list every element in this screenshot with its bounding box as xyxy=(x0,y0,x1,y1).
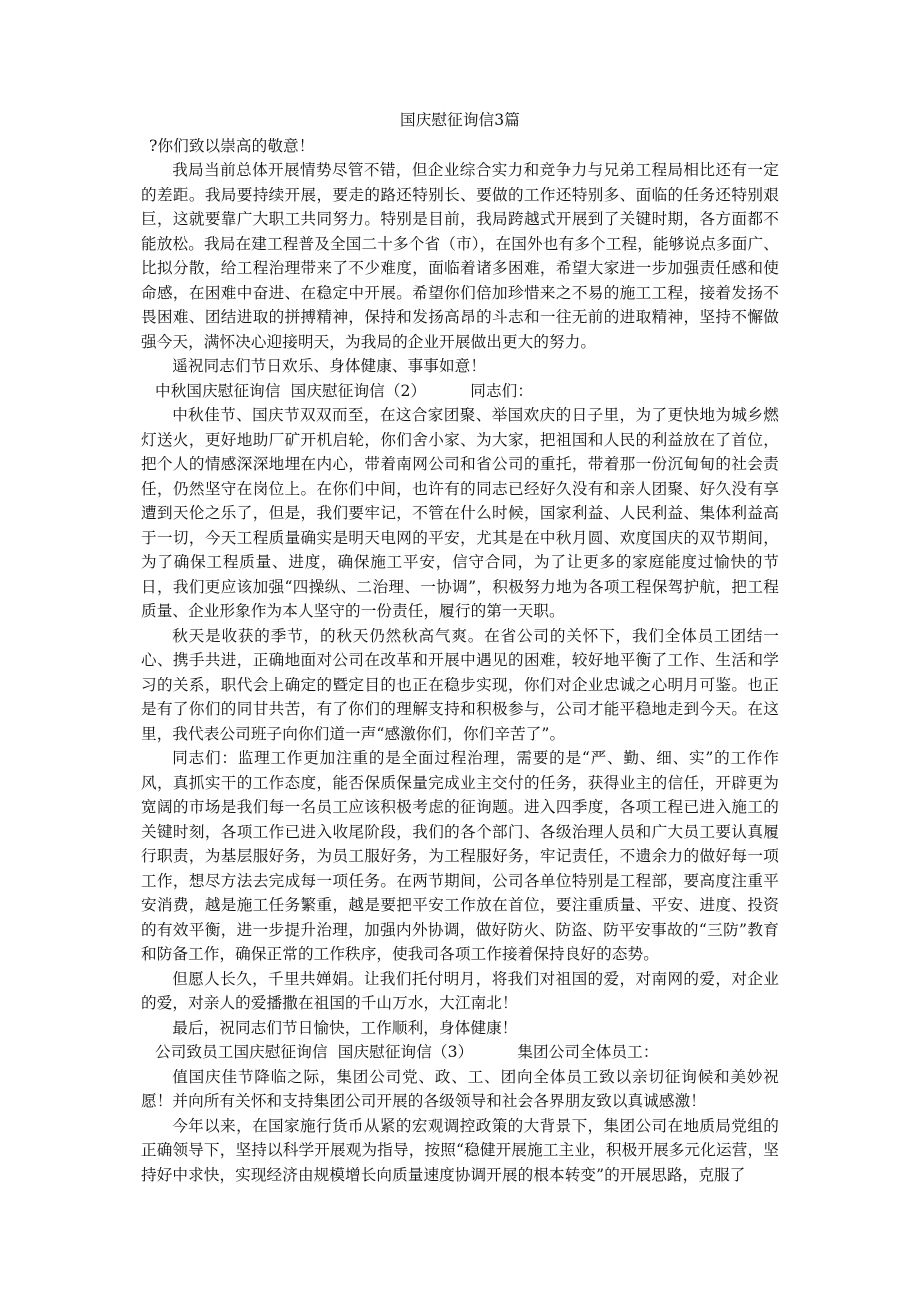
letter1-paragraph-1: 我局当前总体开展情势尽管不错，但企业综合实力和竞争力与兄弟工程局相比还有一定的差距。我局要持续开展，要走的路还特别长、要做的工作还特别多、面临的任务还特别艰巨，这就要靠广大职工共同努力。特别是目前，我局跨越式开展到了关键时期，各方面都不能放松。我局在建工程普及全国二十多个省（市），在国外也有多个工程，能够说点多面广、比拟分散，给工程治理带来了不少难度，面临着诸多困难，希望大家进一步加强责任感和使命感，在困难中奋进、在稳定中开展。希望你们倍加珍惜来之不易的施工工程，接着发扬不畏困难、团结进取的拼搏精神，保持和发扬高昂的斗志和一往无前的进取精神，坚持不懈做强今天，满怀决心迎接明天，为我局的企业开展做出更大的努力。 xyxy=(141,161,779,351)
letter3-paragraph-2: 今年以来，在国家施行货币从紧的宏观调控政策的大背景下，集团公司在地质局党组的正确领导下，坚持以科学开展观为指导，按照“稳健开展施工主业，积极开展多元化运营，坚持好中求快，实现经济由规模增长向质量速度协调开展的根本转变”的开展思路，克服了 xyxy=(141,1116,779,1184)
letter1-paragraph-2: 遥祝同志们节日欢乐、身体健康、事事如意！ xyxy=(172,357,487,375)
document-body xyxy=(141,108,779,1187)
letter2-salutation: 同志们： xyxy=(470,381,534,400)
letter3-salutation: 集团公司全体员工： xyxy=(517,1043,659,1061)
letter2-heading-title: 中秋国庆慰征询信 国庆慰征询信（2） xyxy=(155,381,427,400)
letter2-paragraph-4: 但愿人长久，千里共婵娟。让我们托付明月，将我们对祖国的爱，对南网的爱，对企业的爱，对亲人的爱播撒在祖国的千山万水，大江南北！ xyxy=(141,969,779,1012)
letter2-paragraph-2: 秋天是收获的季节，的秋天仍然秋高气爽。在省公司的关怀下，我们全体员工团结一心、携手共进，正确地面对公司在改革和开展中遇见的困难，较好地平衡了工作、生活和学习的关系，职代会上确定的暨定目的也正在稳步实现，你们对企业忠诚之心明月可鉴。也正是有了你们的同甘共苦，有了你们的理解支持和积极参与，公司才能平稳地走到今天。在这里，我代表公司班子向你们道一声“感激你们，你们辛苦了”。 xyxy=(141,626,779,743)
letter2-heading xyxy=(141,379,779,404)
letter3-heading-title: 公司致员工国庆慰征询信 国庆慰征询信（3） xyxy=(155,1043,474,1061)
document-title: 国庆慰征询信3篇 xyxy=(400,111,520,129)
letter2-paragraph-3: 同志们：监理工作更加注重的是全面过程治理，需要的是“严、勤、细、实”的工作作风，真抓实干的工作态度，能否保质保量完成业主交付的任务，获得业主的信任，开辟更为宽阔的市场是我们每一名员工应该积极考虑的征询题。进入四季度，各项工程已进入施工的关键时刻，各项工作已进入收尾阶段，我们的各个部门、各级治理人员和广大员工要认真履行职责，为基层服好务，为员工服好务，为工程服好务，牢记责任，不遗余力的做好每一项工作，想尽方法去完成每一项任务。在两节期间，公司各单位特别是工程部，要高度注重平安消费，越是施工任务繁重，越是要把平安工作放在首位，要注重质量、平安、进度、投资的有效平衡，进一步提升治理，加强内外协调，做好防火、防盗、防平安事故的“三防”教育和防备工作，确保正常的工作秩序，使我司各项工作接着保持良好的态势。 xyxy=(141,749,779,963)
greeting-line: ?你们致以崇高的敬意！ xyxy=(149,136,315,155)
letter3-paragraph-1: 值国庆佳节降临之际，集团公司党、政、工、团向全体员工致以亲切征询候和美妙祝愿！并向所有关怀和支持集团公司开展的各级领导和社会各界朋友致以真诚感激！ xyxy=(141,1067,779,1110)
letter2-paragraph-5: 最后，祝同志们节日愉快，工作顺利，身体健康！ xyxy=(172,1018,518,1037)
letter2-paragraph-1: 中秋佳节、国庆节双双而至，在这合家团聚、举国欢庆的日子里，为了更快地为城乡燃灯送火，更好地助厂矿开机启轮，你们舍小家、为大家，把祖国和人民的利益放在了首位，把个人的情感深深地埋在内心，带着南网公司和省公司的重托，带着那一份沉甸甸的社会责任，仍然坚守在岗位上。在你们中间，也许有的同志已经好久没有和亲人团聚、好久没有享遭到天伦之乐了，但是，我们要牢记，不管在什么时候，国家利益、人民利益、集体利益高于一切，今天工程质量确实是明天电网的平安，尤其是在中秋月圆、欢度国庆的双节期间，为了确保工程质量、进度，确保施工平安，信守合同，为了让更多的家庭能度过愉快的节日，我们更应该加强“四操纵、二治理、一协调”，积极努力地为各项工程保驾护航，把工程质量、企业形象作为本人坚守的一份责任，履行的第一天职。 xyxy=(141,406,779,620)
letter3-heading xyxy=(141,1040,779,1065)
